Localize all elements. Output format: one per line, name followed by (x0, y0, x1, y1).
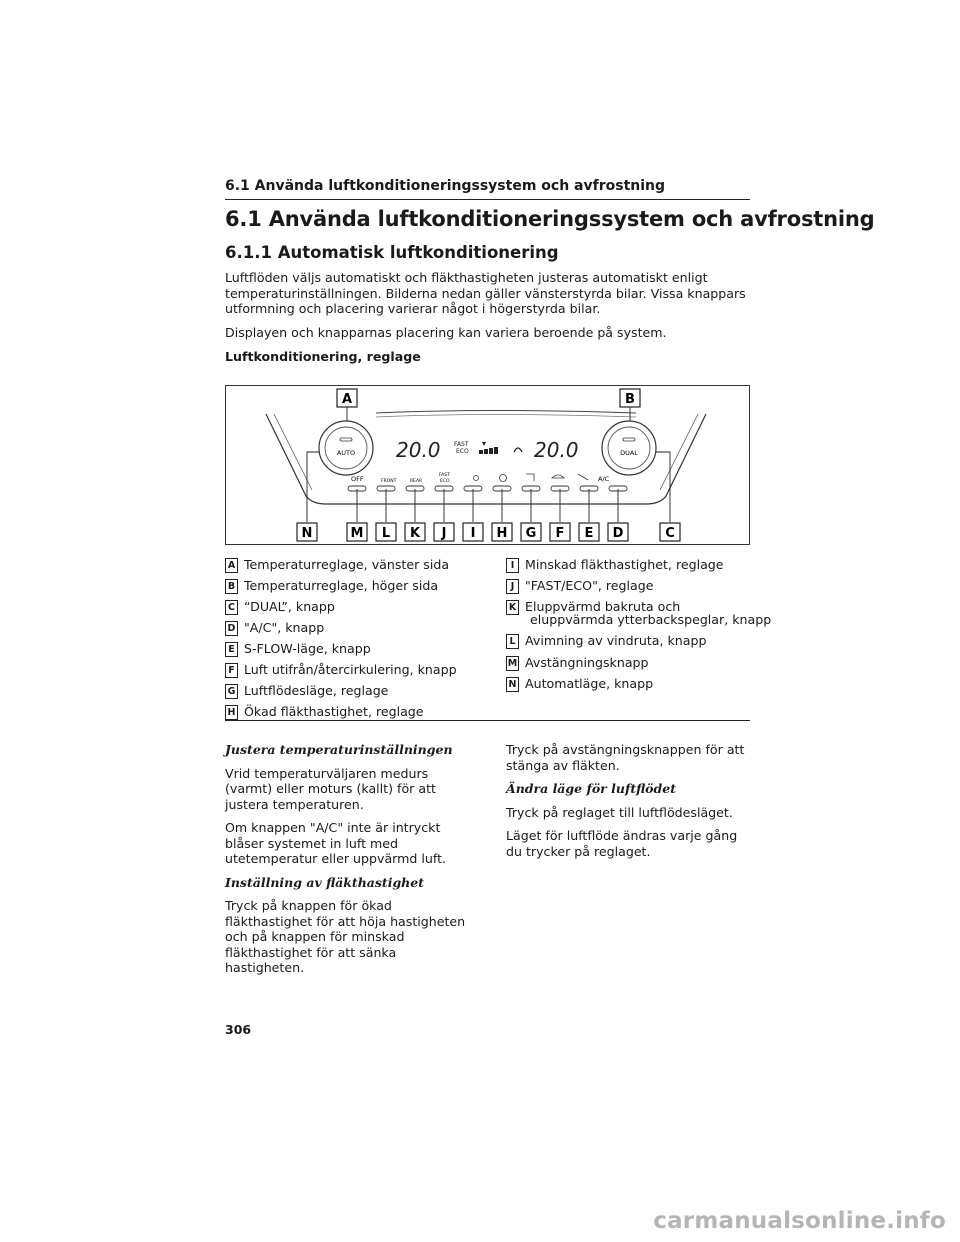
paragraph: Tryck på reglaget till luftflödesläget. (506, 804, 733, 820)
subheading-temperature: Justera temperaturinställningen (225, 742, 453, 757)
callout-label: C (665, 526, 675, 541)
callout-label: L (381, 526, 391, 541)
eco-label: ECO (456, 448, 469, 455)
callout-label: H (496, 526, 508, 541)
legend-item (225, 599, 335, 615)
header-rule (225, 199, 750, 200)
legend-item (225, 641, 371, 657)
off-label: OFF (351, 475, 364, 483)
running-head: 6.1 Använda luftkonditioneringssystem och avfrostning (225, 178, 666, 194)
subheading-fan-speed: Inställning av fläkthastighet (225, 874, 424, 890)
legend-text: Luftflödesläge, reglage (244, 683, 389, 698)
legend-text: "A/C", knapp (244, 620, 325, 635)
legend-key: C (225, 600, 238, 615)
ac-label: A/C (598, 475, 610, 483)
fast-button-label: FAST (439, 473, 450, 478)
callout-label: K (409, 526, 421, 541)
legend-key: F (225, 663, 238, 678)
right-temperature-knob[interactable] (602, 421, 656, 475)
right-column (506, 742, 751, 867)
legend-item (225, 683, 388, 699)
legend-text: "FAST/ECO", reglage (525, 578, 654, 593)
legend-text-continued: eluppvärmda ytterbackspeglar, knapp (530, 612, 772, 627)
callout-label: B (625, 392, 635, 407)
legend-key: D (225, 621, 238, 636)
legend-key: N (506, 677, 519, 692)
legend-text: “DUAL”, knapp (244, 599, 335, 614)
front-label: FRONT (381, 479, 397, 484)
right-temp-readout: 20.0 (534, 438, 579, 462)
legend-key: M (507, 658, 518, 669)
callout-label: D (612, 526, 624, 541)
left-temp-readout: 20.0 (396, 438, 441, 462)
legend-key: A (225, 558, 238, 573)
climate-control-figure (225, 385, 750, 545)
paragraph: Om knappen "A/C" inte är intryckt blåser systemet in luft med utetemperatur eller uppvärmd luft. (225, 820, 447, 866)
eco-button-label: ECO (440, 479, 450, 484)
legend-text: Avstängningsknapp (525, 655, 649, 670)
page-number: 306 (225, 1022, 252, 1037)
legend-key: G (225, 684, 238, 699)
climate-panel-illustration (226, 386, 749, 544)
legend-key: E (225, 642, 238, 657)
legend-text: Temperaturreglage, vänster sida (244, 557, 450, 572)
dual-button-label: DUAL (620, 449, 638, 457)
callout-label: E (584, 526, 594, 541)
left-temperature-knob[interactable] (319, 421, 373, 475)
fast-label: FAST (454, 441, 469, 448)
paragraph: Tryck på knappen för ökad fläkthastighet för att höja hastigheten och på knappen för minskad fläkthastighet för att sänka hastigheten. (225, 898, 466, 975)
legend-item (225, 620, 324, 636)
legend-text: Eluppvärmd bakruta och (525, 599, 681, 614)
legend-item (225, 704, 424, 720)
legend-key: L (506, 634, 519, 649)
legend-text: Minskad fläkthastighet, reglage (525, 557, 724, 572)
callout-label: I (470, 526, 476, 541)
watermark: carmanualsonline.info (653, 1208, 946, 1234)
legend-item (225, 578, 438, 594)
callout-label: F (555, 526, 565, 541)
legend-key: K (506, 600, 519, 615)
paragraph: Läget för luftflöde ändras varje gång du trycker på reglaget. (506, 828, 738, 859)
legend-text: Ökad fläkthastighet, reglage (244, 704, 424, 719)
section-title: 6.1.1 Automatisk luftkonditionering (225, 243, 559, 262)
callout-label: G (525, 526, 537, 541)
page-title: 6.1 Använda luftkonditioneringssystem och avfrostning (225, 207, 875, 231)
legend-item (506, 676, 653, 692)
legend-text: Avimning av vindruta, knapp (525, 633, 707, 648)
auto-button-label: AUTO (336, 449, 356, 457)
legend-key: H (225, 705, 238, 720)
legend-text: Automatläge, knapp (525, 676, 654, 691)
legend-item (506, 633, 706, 649)
callout-label: A (341, 392, 353, 407)
legend-key: I (506, 558, 519, 573)
legend-text: Luft utifrån/återcirkulering, knapp (244, 662, 457, 677)
paragraph: Tryck på avstängningsknappen för att stänga av fläkten. (506, 742, 745, 773)
legend-item (506, 557, 724, 573)
legend-rule (225, 720, 750, 721)
left-column (225, 742, 470, 984)
legend-item (506, 578, 654, 594)
paragraph: Vrid temperaturväljaren medurs (varmt) eller moturs (kallt) för att justera temperaturen. (225, 765, 436, 812)
intro-paragraph-2: Displayen och knapparnas placering kan variera beroende på system. (225, 325, 667, 340)
figure-title: Luftkonditionering, reglage (225, 349, 421, 364)
legend-key: B (225, 579, 238, 594)
legend-text: Temperaturreglage, höger sida (244, 578, 439, 593)
legend-item (225, 662, 457, 678)
callout-label: N (301, 526, 313, 541)
legend-item (506, 655, 649, 671)
callout-label: M (350, 526, 364, 541)
legend-key: J (506, 579, 519, 594)
legend-item (225, 557, 449, 573)
intro-paragraph: Luftflöden väljs automatiskt och fläkthastigheten justeras automatiskt enligt temperaturinställningen. Bilderna nedan gäller vänsterstyrda bilar. Vissa knappars utformning och placering varierar något i högerstyrda bilar. (225, 270, 746, 316)
callout-label: J (441, 526, 447, 541)
legend-text: S-FLOW-läge, knapp (244, 641, 371, 656)
subheading-airflow: Ändra läge för luftflödet (506, 781, 676, 796)
rear-label: REAR (410, 479, 423, 484)
